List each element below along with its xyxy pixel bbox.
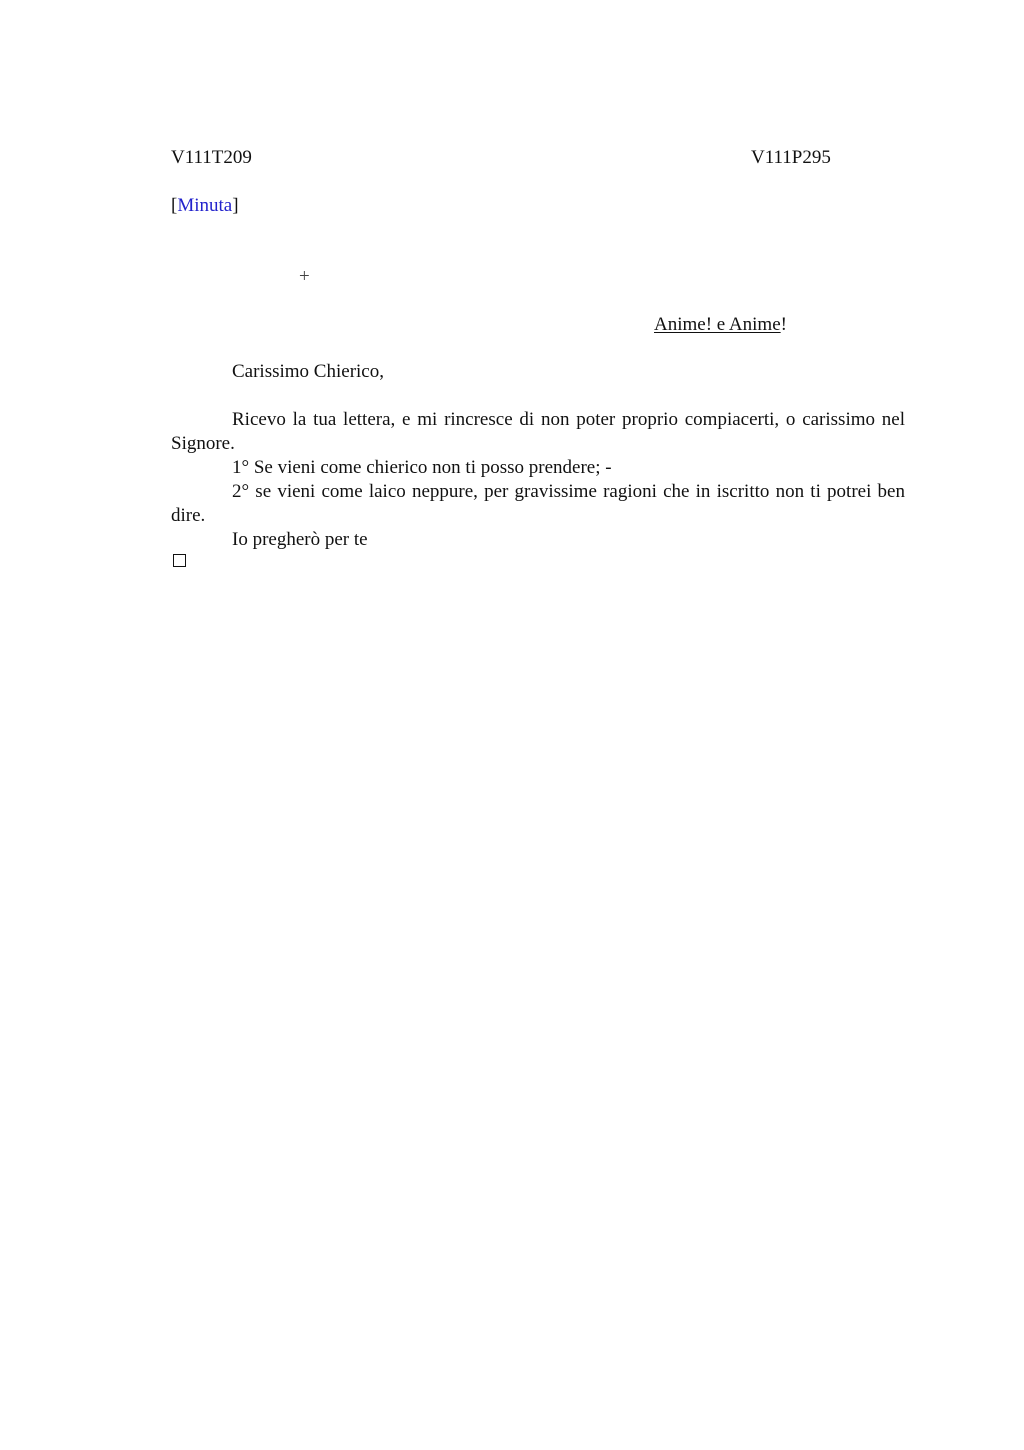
open-bracket: [ [171,195,178,216]
end-of-text-box-icon [173,554,186,567]
motto-trailing: ! [780,314,787,335]
minuta-note [171,195,239,217]
paragraph: 2° se vieni come laico neppure, per gravissime ragioni che in iscritto non ti potrei ben dire. [171,481,905,526]
document-code-left: V111T209 [171,147,252,168]
minuta-link[interactable]: Minuta [177,195,233,216]
document-code-right: V111P295 [751,147,831,168]
motto-underlined: Anime! e Anime [654,314,781,335]
paragraph: Ricevo la tua lettera, e mi rincresce di non poter proprio compiacerti, o carissimo nel Signore. [171,409,905,454]
paragraph: 1° Se vieni come chierico non ti posso prendere; - [232,457,612,478]
paragraph: Io pregherò per te [232,529,368,550]
cross-symbol: + [299,266,310,287]
salutation: Carissimo Chierico, [232,361,384,382]
close-bracket: ] [232,195,239,216]
letter-body [171,408,905,552]
motto [654,314,787,336]
